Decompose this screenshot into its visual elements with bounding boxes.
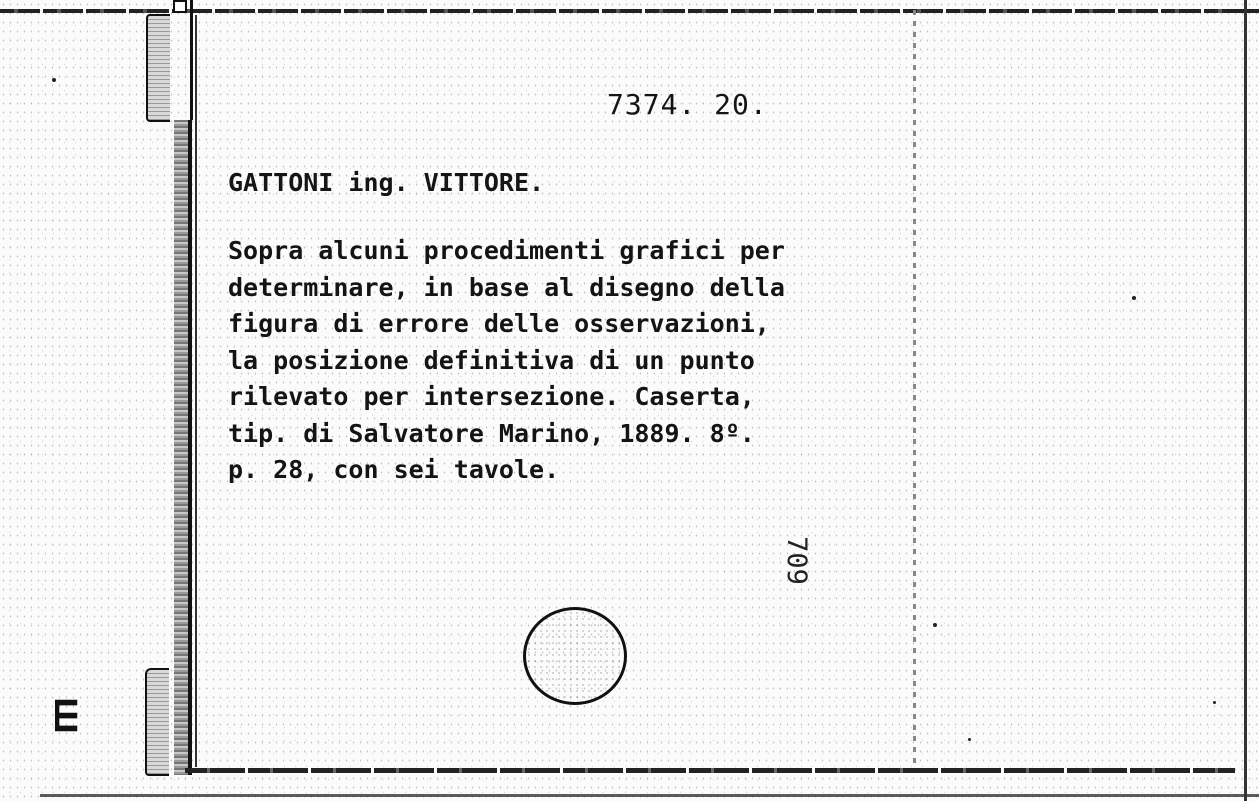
- dust-speck: [1132, 296, 1136, 300]
- card-punch-hole: [523, 607, 627, 705]
- card-right-edge: [913, 10, 916, 770]
- bottom-border-rule: [185, 768, 1235, 773]
- dust-speck: [52, 78, 56, 82]
- card-stack-spine: [174, 120, 192, 775]
- dust-speck: [1213, 701, 1216, 704]
- drawer-marker-glyph: Ш: [47, 697, 82, 735]
- index-tab-bottom: [145, 668, 169, 776]
- index-tab-top: [146, 14, 170, 122]
- description-line: rilevato per intersezione. Caserta,: [228, 382, 755, 411]
- rotated-shelf-mark: 709: [780, 536, 812, 585]
- description-line: determinare, in base al disegno della: [228, 272, 785, 302]
- drawer-right-edge: [1244, 0, 1247, 801]
- description-line: p. 28, con sei tavole.: [228, 455, 560, 484]
- dust-speck: [933, 623, 937, 627]
- bibliographic-description: [228, 233, 785, 489]
- dust-speck: [968, 738, 971, 741]
- description-line: Sopra alcuni procedimenti grafici per: [228, 236, 785, 265]
- drawer-divider-top: [176, 0, 193, 120]
- description-line: figura di errore delle osservazioni,: [228, 309, 770, 338]
- author-name: GATTONI ing. VITTORE.: [228, 168, 545, 197]
- description-line: la posizione definitiva di un punto: [228, 345, 755, 375]
- catalog-number: 7374. 20.: [607, 88, 768, 121]
- description-line: tip. di Salvatore Marino, 1889. 8º.: [228, 418, 755, 448]
- bottom-edge-rule: [40, 794, 1259, 797]
